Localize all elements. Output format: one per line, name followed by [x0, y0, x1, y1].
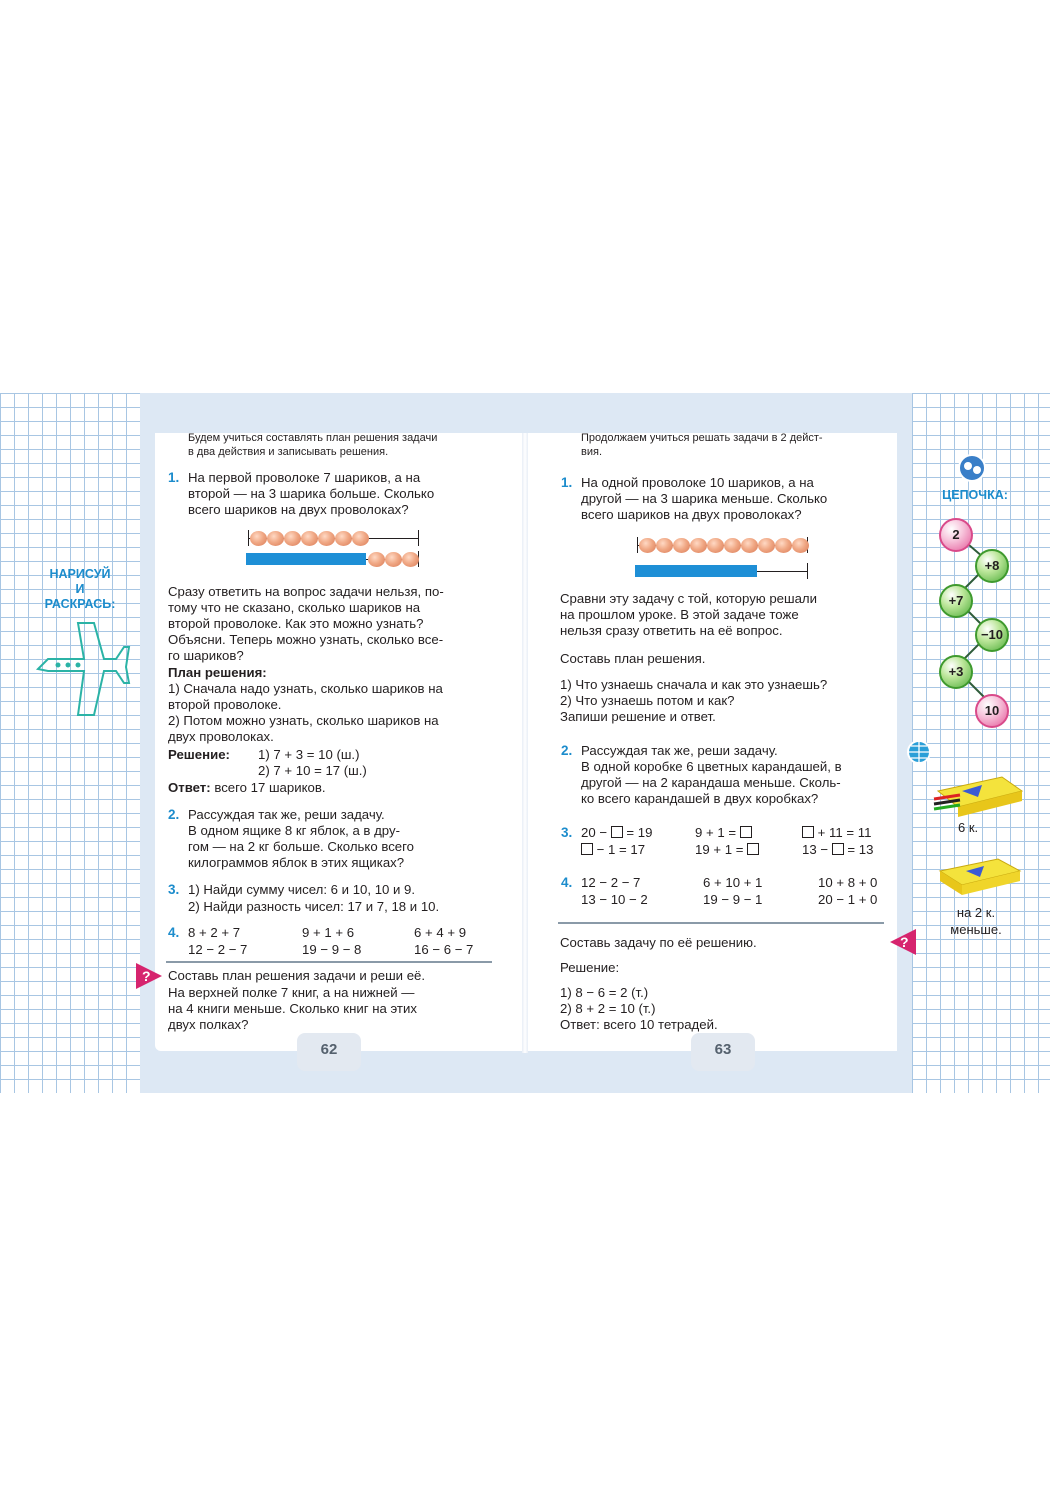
- bead-row-first: [250, 531, 369, 546]
- plan-line: 1) Сначала надо узнать, сколько шариков на: [168, 681, 443, 696]
- wire-end: [637, 537, 638, 553]
- lesson-intro-line: в два действия и записывать решения.: [188, 446, 389, 458]
- question-line: на 4 книги меньше. Сколько книг на этих: [168, 1001, 417, 1016]
- task1-line: второй — на 3 шарика больше. Сколько: [188, 486, 435, 501]
- explanation-line: Сразу ответить на вопрос задачи нельзя, по-: [168, 584, 444, 599]
- bead-row-first: [639, 538, 809, 553]
- bead: [673, 538, 690, 553]
- wire-end: [248, 530, 249, 546]
- expression: 6 + 4 + 9: [414, 925, 467, 940]
- equation-part: = 13: [843, 842, 874, 857]
- task3-line: 2) Найди разность чисел: 17 и 7, 18 и 10.: [188, 899, 440, 914]
- expression: 12 − 2 − 7: [581, 875, 641, 890]
- task2-line: другой — на 2 карандаша меньше. Сколь-: [581, 775, 841, 790]
- chain-title: ЦЕПОЧКА:: [942, 488, 1008, 502]
- wire-line: [757, 571, 807, 572]
- lesson-intro-line: Будем учиться составлять план решения задачи: [188, 432, 438, 444]
- title-line: И: [75, 582, 85, 596]
- solution-step: 2) 7 + 10 = 17 (ш.): [258, 763, 367, 778]
- svg-text:?: ?: [142, 968, 151, 984]
- teamwork-icon: [957, 453, 987, 483]
- textbook-spread: [0, 393, 1050, 1093]
- chain-step-ball: +7: [939, 584, 973, 618]
- task1-line: всего шариков на двух проволоках?: [188, 502, 409, 517]
- plan-line: 2) Что узнаешь потом и как?: [560, 693, 735, 708]
- explanation-line: Объясни. Теперь можно узнать, сколько все-: [168, 632, 444, 647]
- page-number-left: 62: [297, 1033, 361, 1071]
- answer-text: всего 17 шариков.: [214, 780, 326, 795]
- title-line: НАРИСУЙ: [49, 567, 111, 581]
- bead: [402, 552, 419, 567]
- equation: [802, 825, 871, 842]
- task-number: 4.: [561, 875, 573, 890]
- bead: [267, 531, 284, 546]
- svg-text:?: ?: [900, 934, 909, 950]
- question-line: На верхней полке 7 книг, а на нижней —: [168, 985, 415, 1000]
- empty-box[interactable]: [747, 843, 759, 855]
- bead: [385, 552, 402, 567]
- task2-line: ко всего карандашей в двух коробках?: [581, 791, 819, 806]
- box2-label-line: на 2 к.: [956, 905, 996, 920]
- bead: [284, 531, 301, 546]
- expression: 19 − 9 − 8: [302, 942, 362, 957]
- left-grid-margin: [0, 393, 140, 1093]
- task1-line: На одной проволоке 10 шариков, а на: [581, 475, 814, 490]
- solution-line: 1) 8 − 6 = 2 (т.): [560, 985, 649, 1000]
- airplane-drawing-icon: [34, 621, 132, 721]
- task-number: 2.: [561, 743, 573, 758]
- bead: [639, 538, 656, 553]
- solution-step: 1) 7 + 3 = 10 (ш.): [258, 747, 360, 762]
- compare-line: Сравни эту задачу с той, которую решали: [560, 591, 817, 606]
- box2-label-line: меньше.: [950, 921, 1002, 937]
- solution-label: Решение:: [168, 747, 230, 762]
- plan-line: двух проволоках.: [168, 729, 274, 744]
- bead: [792, 538, 809, 553]
- bead: [301, 531, 318, 546]
- lesson-intro-line: Продолжаем учиться решать задачи в 2 дейст-: [581, 432, 823, 444]
- equation: [802, 842, 873, 859]
- empty-box[interactable]: [611, 826, 623, 838]
- task-number: 3.: [561, 825, 573, 840]
- plan-line: Запиши решение и ответ.: [560, 709, 716, 724]
- equation-part: 9 + 1 =: [695, 825, 740, 840]
- pencil-box-icon: [936, 855, 1022, 897]
- expression: 12 − 2 − 7: [188, 942, 248, 957]
- chain-end-ball: 10: [975, 694, 1009, 728]
- expression: 6 + 10 + 1: [703, 875, 763, 890]
- page-number-right: 63: [691, 1033, 755, 1071]
- lesson-intro-line: вия.: [581, 446, 603, 458]
- expression: 19 − 9 − 1: [703, 892, 763, 907]
- bead: [368, 552, 385, 567]
- equation-part: = 19: [622, 825, 653, 840]
- task1-line: всего шариков на двух проволоках?: [581, 507, 802, 522]
- empty-box[interactable]: [832, 843, 844, 855]
- draw-and-color-title: [38, 567, 122, 612]
- compare-line: на прошлом уроке. В этой задаче тоже: [560, 607, 799, 622]
- second-wire-bar: [635, 565, 757, 577]
- explanation-line: го шариков?: [168, 648, 244, 663]
- equation: [581, 825, 652, 842]
- task-number: 1.: [168, 470, 180, 485]
- task2-line: гом — на 2 кг больше. Сколько всего: [188, 839, 414, 854]
- expression: 16 − 6 − 7: [414, 942, 474, 957]
- expression: 10 + 8 + 0: [818, 875, 878, 890]
- globe-icon: [906, 739, 932, 765]
- task2-line: Рассуждая так же, реши задачу.: [188, 807, 385, 822]
- task2-line: В одном ящике 8 кг яблок, а в дру-: [188, 823, 400, 838]
- right-page: [527, 433, 897, 1051]
- empty-box[interactable]: [802, 826, 814, 838]
- expression: 20 − 1 + 0: [818, 892, 878, 907]
- answer-label: Ответ:: [168, 780, 211, 795]
- equation: [695, 842, 759, 859]
- task-number: 3.: [168, 882, 180, 897]
- equation-part: 20 −: [581, 825, 611, 840]
- plan-line: второй проволоке.: [168, 697, 282, 712]
- expression: 9 + 1 + 6: [302, 925, 355, 940]
- task1-line: другой — на 3 шарика меньше. Сколько: [581, 491, 828, 506]
- section-divider: [166, 961, 492, 963]
- chain-step-ball: −10: [975, 618, 1009, 652]
- question-marker-icon: [890, 929, 916, 955]
- task1-line: На первой проволоке 7 шариков, а на: [188, 470, 421, 485]
- section-divider: [558, 922, 884, 924]
- bead: [335, 531, 352, 546]
- equation-part: + 11 = 11: [814, 825, 872, 840]
- equation-part: 13 −: [802, 842, 832, 857]
- title-line: РАСКРАСЬ:: [44, 597, 116, 611]
- bead: [250, 531, 267, 546]
- chain-step-ball: +8: [975, 549, 1009, 583]
- plan-line: 2) Потом можно узнать, сколько шариков на: [168, 713, 439, 728]
- wire-end: [807, 563, 808, 579]
- box2-label: [946, 905, 1006, 938]
- bead: [656, 538, 673, 553]
- task-number: 1.: [561, 475, 573, 490]
- task-number: 4.: [168, 925, 180, 940]
- question-marker-icon: [136, 963, 162, 989]
- bead: [758, 538, 775, 553]
- solution-line: 2) 8 + 2 = 10 (т.): [560, 1001, 656, 1016]
- empty-box[interactable]: [581, 843, 593, 855]
- spine-gutter: [522, 433, 528, 1053]
- equation-part: − 1 = 17: [593, 842, 646, 857]
- compare-line: нельзя сразу ответить на её вопрос.: [560, 623, 783, 638]
- solution-label: Решение:: [560, 960, 620, 975]
- empty-box[interactable]: [740, 826, 752, 838]
- plan-line: 1) Что узнаешь сначала и как это узнаешь?: [560, 677, 828, 692]
- explanation-line: второй проволоке. Как это можно узнать?: [168, 616, 424, 631]
- bead: [690, 538, 707, 553]
- question-line: двух полках?: [168, 1017, 249, 1032]
- plan-prompt: Составь план решения.: [560, 651, 706, 666]
- chain-step-ball: +3: [939, 655, 973, 689]
- bead: [352, 531, 369, 546]
- wire-end: [418, 530, 419, 546]
- task2-line: килограммов яблок в этих ящиках?: [188, 855, 405, 870]
- task-number: 2.: [168, 807, 180, 822]
- equation-part: 19 + 1 =: [695, 842, 748, 857]
- bead: [707, 538, 724, 553]
- expression: 8 + 2 + 7: [188, 925, 241, 940]
- bead: [741, 538, 758, 553]
- bead: [724, 538, 741, 553]
- compose-prompt: Составь задачу по её решению.: [560, 935, 757, 950]
- expression: 13 − 10 − 2: [581, 892, 648, 907]
- explanation-line: тому что не сказано, сколько шариков на: [168, 600, 421, 615]
- bead: [318, 531, 335, 546]
- bead: [775, 538, 792, 553]
- equation: [581, 842, 645, 859]
- task2-line: В одной коробке 6 цветных карандашей, в: [581, 759, 842, 774]
- question-line: Составь план решения задачи и реши её.: [168, 968, 426, 983]
- bead-row-extra: [368, 552, 419, 567]
- task2-line: Рассуждая так же, реши задачу.: [581, 743, 778, 758]
- box1-label: 6 к.: [958, 820, 979, 835]
- pencil-box-icon: [932, 771, 1026, 819]
- answer-line: [168, 780, 326, 797]
- plan-title: План решения:: [168, 665, 267, 680]
- solution-line: Ответ: всего 10 тетрадей.: [560, 1017, 718, 1032]
- equation: [695, 825, 752, 842]
- second-wire-bar: [246, 553, 366, 565]
- chain-start-ball: 2: [939, 518, 973, 552]
- task3-line: 1) Найди сумму чисел: 6 и 10, 10 и 9.: [188, 882, 416, 897]
